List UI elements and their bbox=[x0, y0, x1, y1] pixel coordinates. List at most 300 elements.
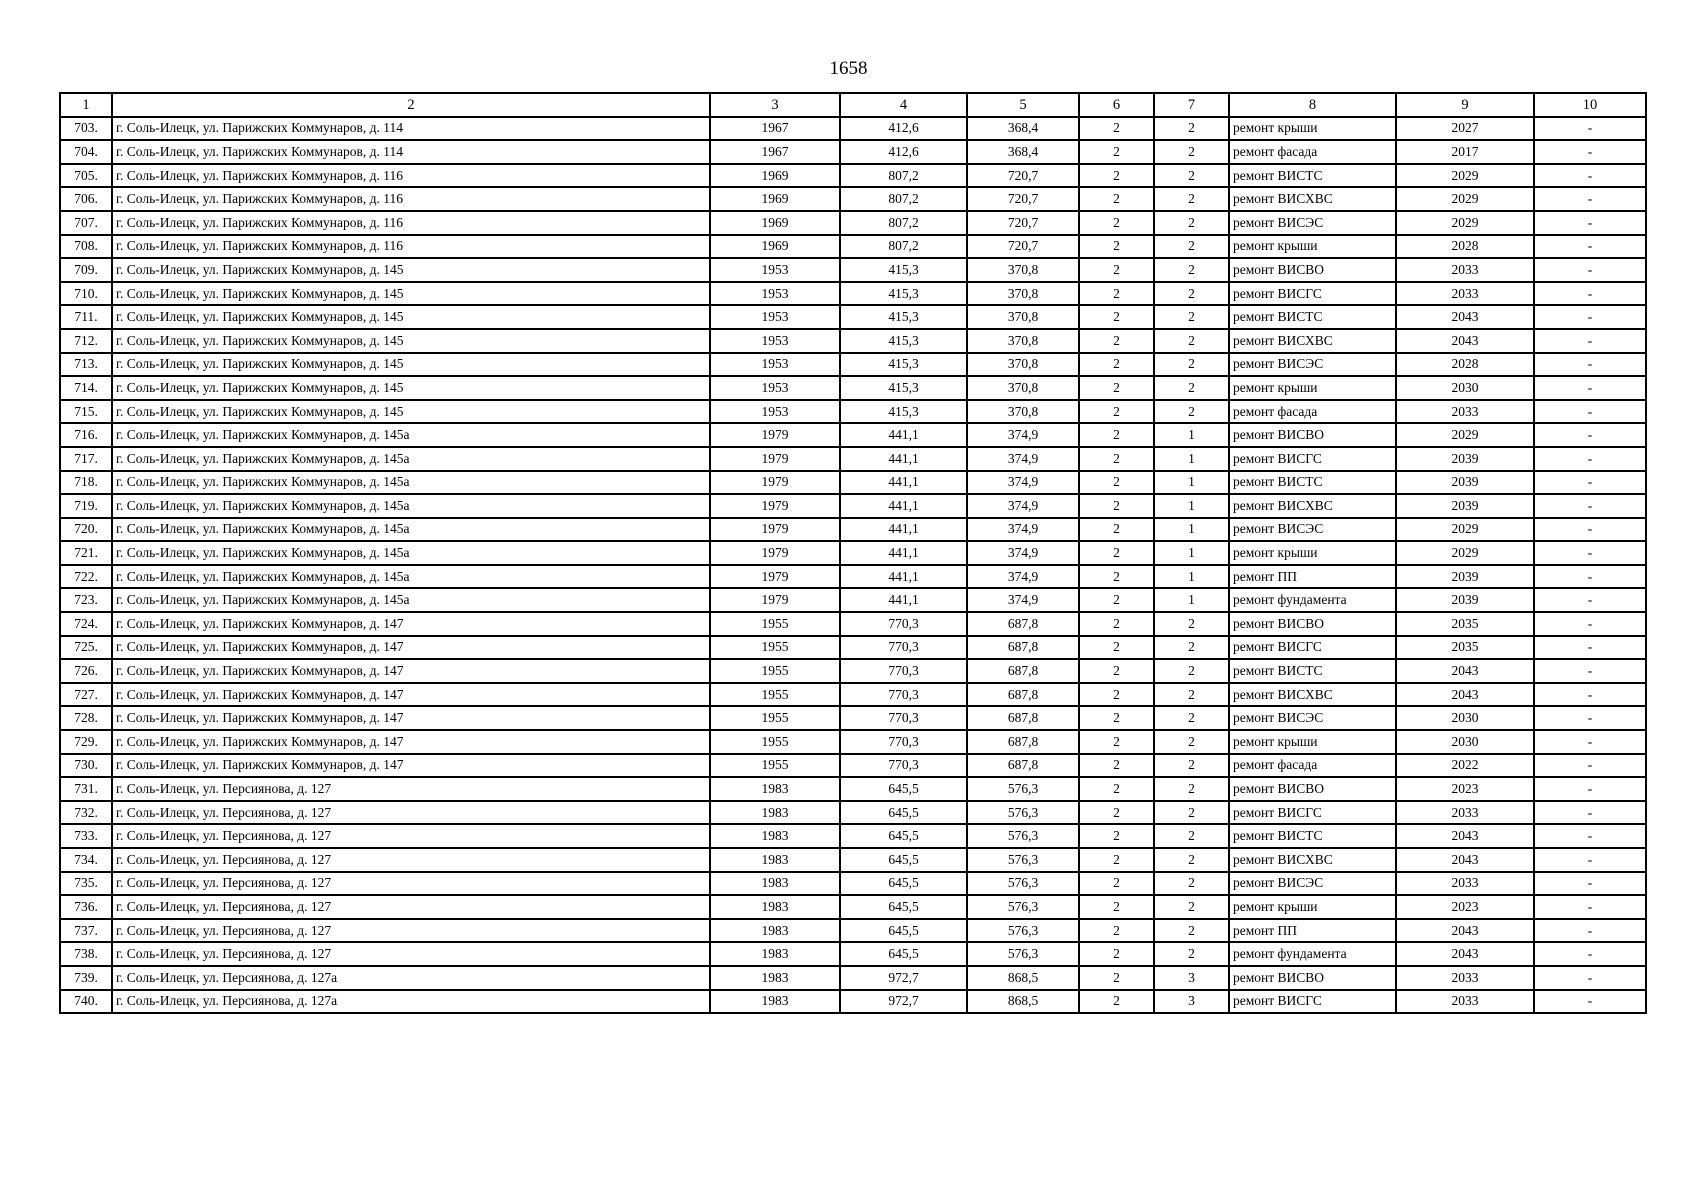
row-number-cell: 716. bbox=[60, 423, 112, 447]
year-cell: 1969 bbox=[710, 164, 840, 188]
row-number-cell: 734. bbox=[60, 848, 112, 872]
note-cell: - bbox=[1534, 282, 1646, 306]
table-row bbox=[60, 754, 1646, 778]
entrances-cell: 2 bbox=[1154, 895, 1229, 919]
note-cell: - bbox=[1534, 895, 1646, 919]
planned-year-cell: 2030 bbox=[1396, 706, 1534, 730]
year-cell: 1955 bbox=[710, 612, 840, 636]
total-area-cell: 415,3 bbox=[840, 282, 967, 306]
total-area-cell: 415,3 bbox=[840, 305, 967, 329]
total-area-cell: 770,3 bbox=[840, 754, 967, 778]
living-area-cell: 374,9 bbox=[967, 423, 1079, 447]
floors-cell: 2 bbox=[1079, 305, 1154, 329]
address-cell: г. Соль-Илецк, ул. Парижских Коммунаров, д. 114 bbox=[112, 140, 710, 164]
year-cell: 1955 bbox=[710, 730, 840, 754]
row-number-cell: 731. bbox=[60, 777, 112, 801]
address-cell: г. Соль-Илецк, ул. Парижских Коммунаров, д. 145а bbox=[112, 494, 710, 518]
row-number-cell: 718. bbox=[60, 471, 112, 495]
entrances-cell: 2 bbox=[1154, 187, 1229, 211]
work-type-cell: ремонт ВИСЭС bbox=[1229, 518, 1396, 542]
column-header: 10 bbox=[1534, 93, 1646, 117]
floors-cell: 2 bbox=[1079, 942, 1154, 966]
total-area-cell: 645,5 bbox=[840, 777, 967, 801]
table-row bbox=[60, 801, 1646, 825]
floors-cell: 2 bbox=[1079, 376, 1154, 400]
table-row bbox=[60, 990, 1646, 1014]
year-cell: 1953 bbox=[710, 329, 840, 353]
floors-cell: 2 bbox=[1079, 164, 1154, 188]
floors-cell: 2 bbox=[1079, 211, 1154, 235]
note-cell: - bbox=[1534, 353, 1646, 377]
living-area-cell: 370,8 bbox=[967, 282, 1079, 306]
floors-cell: 2 bbox=[1079, 235, 1154, 259]
year-cell: 1955 bbox=[710, 754, 840, 778]
entrances-cell: 1 bbox=[1154, 518, 1229, 542]
entrances-cell: 1 bbox=[1154, 471, 1229, 495]
living-area-cell: 720,7 bbox=[967, 164, 1079, 188]
row-number-cell: 733. bbox=[60, 824, 112, 848]
row-number-cell: 727. bbox=[60, 683, 112, 707]
work-type-cell: ремонт фундамента bbox=[1229, 588, 1396, 612]
total-area-cell: 770,3 bbox=[840, 636, 967, 660]
floors-cell: 2 bbox=[1079, 612, 1154, 636]
year-cell: 1953 bbox=[710, 376, 840, 400]
row-number-cell: 729. bbox=[60, 730, 112, 754]
total-area-cell: 645,5 bbox=[840, 919, 967, 943]
note-cell: - bbox=[1534, 140, 1646, 164]
address-cell: г. Соль-Илецк, ул. Парижских Коммунаров, д. 145 bbox=[112, 305, 710, 329]
living-area-cell: 370,8 bbox=[967, 353, 1079, 377]
planned-year-cell: 2033 bbox=[1396, 258, 1534, 282]
table-row bbox=[60, 353, 1646, 377]
address-cell: г. Соль-Илецк, ул. Парижских Коммунаров, д. 147 bbox=[112, 612, 710, 636]
planned-year-cell: 2027 bbox=[1396, 117, 1534, 141]
entrances-cell: 2 bbox=[1154, 730, 1229, 754]
year-cell: 1983 bbox=[710, 824, 840, 848]
year-cell: 1955 bbox=[710, 659, 840, 683]
row-number-cell: 714. bbox=[60, 376, 112, 400]
row-number-cell: 712. bbox=[60, 329, 112, 353]
floors-cell: 2 bbox=[1079, 588, 1154, 612]
planned-year-cell: 2029 bbox=[1396, 164, 1534, 188]
work-type-cell: ремонт ВИСЭС bbox=[1229, 872, 1396, 896]
year-cell: 1955 bbox=[710, 636, 840, 660]
floors-cell: 2 bbox=[1079, 140, 1154, 164]
address-cell: г. Соль-Илецк, ул. Парижских Коммунаров, д. 147 bbox=[112, 636, 710, 660]
year-cell: 1953 bbox=[710, 258, 840, 282]
address-cell: г. Соль-Илецк, ул. Парижских Коммунаров, д. 145 bbox=[112, 282, 710, 306]
floors-cell: 2 bbox=[1079, 730, 1154, 754]
total-area-cell: 645,5 bbox=[840, 801, 967, 825]
floors-cell: 2 bbox=[1079, 541, 1154, 565]
planned-year-cell: 2035 bbox=[1396, 636, 1534, 660]
living-area-cell: 576,3 bbox=[967, 777, 1079, 801]
entrances-cell: 2 bbox=[1154, 919, 1229, 943]
floors-cell: 2 bbox=[1079, 754, 1154, 778]
row-number-cell: 737. bbox=[60, 919, 112, 943]
total-area-cell: 807,2 bbox=[840, 211, 967, 235]
table-row bbox=[60, 117, 1646, 141]
planned-year-cell: 2023 bbox=[1396, 895, 1534, 919]
planned-year-cell: 2029 bbox=[1396, 541, 1534, 565]
note-cell: - bbox=[1534, 565, 1646, 589]
note-cell: - bbox=[1534, 730, 1646, 754]
year-cell: 1955 bbox=[710, 683, 840, 707]
table-row bbox=[60, 400, 1646, 424]
year-cell: 1979 bbox=[710, 423, 840, 447]
table-row bbox=[60, 706, 1646, 730]
row-number-cell: 721. bbox=[60, 541, 112, 565]
living-area-cell: 720,7 bbox=[967, 187, 1079, 211]
year-cell: 1979 bbox=[710, 541, 840, 565]
floors-cell: 2 bbox=[1079, 494, 1154, 518]
total-area-cell: 441,1 bbox=[840, 541, 967, 565]
work-type-cell: ремонт ВИСХВС bbox=[1229, 329, 1396, 353]
address-cell: г. Соль-Илецк, ул. Парижских Коммунаров, д. 145 bbox=[112, 376, 710, 400]
living-area-cell: 370,8 bbox=[967, 305, 1079, 329]
table-row bbox=[60, 612, 1646, 636]
work-type-cell: ремонт ВИСТС bbox=[1229, 305, 1396, 329]
floors-cell: 2 bbox=[1079, 565, 1154, 589]
planned-year-cell: 2033 bbox=[1396, 872, 1534, 896]
total-area-cell: 645,5 bbox=[840, 895, 967, 919]
total-area-cell: 770,3 bbox=[840, 683, 967, 707]
address-cell: г. Соль-Илецк, ул. Парижских Коммунаров, д. 147 bbox=[112, 659, 710, 683]
work-type-cell: ремонт ВИСЭС bbox=[1229, 211, 1396, 235]
living-area-cell: 374,9 bbox=[967, 565, 1079, 589]
living-area-cell: 687,8 bbox=[967, 612, 1079, 636]
living-area-cell: 576,3 bbox=[967, 801, 1079, 825]
note-cell: - bbox=[1534, 187, 1646, 211]
planned-year-cell: 2029 bbox=[1396, 187, 1534, 211]
table-row bbox=[60, 187, 1646, 211]
year-cell: 1969 bbox=[710, 211, 840, 235]
note-cell: - bbox=[1534, 754, 1646, 778]
total-area-cell: 412,6 bbox=[840, 140, 967, 164]
floors-cell: 2 bbox=[1079, 706, 1154, 730]
living-area-cell: 576,3 bbox=[967, 942, 1079, 966]
address-cell: г. Соль-Илецк, ул. Парижских Коммунаров, д. 116 bbox=[112, 211, 710, 235]
row-number-cell: 726. bbox=[60, 659, 112, 683]
row-number-cell: 736. bbox=[60, 895, 112, 919]
work-type-cell: ремонт фасада bbox=[1229, 754, 1396, 778]
planned-year-cell: 2033 bbox=[1396, 282, 1534, 306]
column-header: 1 bbox=[60, 93, 112, 117]
planned-year-cell: 2039 bbox=[1396, 494, 1534, 518]
work-type-cell: ремонт фасада bbox=[1229, 140, 1396, 164]
total-area-cell: 770,3 bbox=[840, 706, 967, 730]
note-cell: - bbox=[1534, 919, 1646, 943]
floors-cell: 2 bbox=[1079, 400, 1154, 424]
address-cell: г. Соль-Илецк, ул. Парижских Коммунаров, д. 147 bbox=[112, 730, 710, 754]
table-row bbox=[60, 683, 1646, 707]
total-area-cell: 807,2 bbox=[840, 164, 967, 188]
note-cell: - bbox=[1534, 636, 1646, 660]
planned-year-cell: 2043 bbox=[1396, 848, 1534, 872]
floors-cell: 2 bbox=[1079, 117, 1154, 141]
column-header: 8 bbox=[1229, 93, 1396, 117]
address-cell: г. Соль-Илецк, ул. Персиянова, д. 127а bbox=[112, 990, 710, 1014]
planned-year-cell: 2043 bbox=[1396, 683, 1534, 707]
table-row bbox=[60, 565, 1646, 589]
year-cell: 1983 bbox=[710, 966, 840, 990]
address-cell: г. Соль-Илецк, ул. Персиянова, д. 127 bbox=[112, 848, 710, 872]
address-cell: г. Соль-Илецк, ул. Парижских Коммунаров, д. 116 bbox=[112, 187, 710, 211]
note-cell: - bbox=[1534, 801, 1646, 825]
floors-cell: 2 bbox=[1079, 990, 1154, 1014]
address-cell: г. Соль-Илецк, ул. Парижских Коммунаров, д. 145 bbox=[112, 258, 710, 282]
note-cell: - bbox=[1534, 235, 1646, 259]
entrances-cell: 2 bbox=[1154, 754, 1229, 778]
address-cell: г. Соль-Илецк, ул. Парижских Коммунаров, д. 145 bbox=[112, 329, 710, 353]
year-cell: 1983 bbox=[710, 872, 840, 896]
total-area-cell: 441,1 bbox=[840, 423, 967, 447]
table-row bbox=[60, 872, 1646, 896]
address-cell: г. Соль-Илецк, ул. Персиянова, д. 127 bbox=[112, 801, 710, 825]
living-area-cell: 374,9 bbox=[967, 541, 1079, 565]
living-area-cell: 370,8 bbox=[967, 400, 1079, 424]
work-type-cell: ремонт ВИСХВС bbox=[1229, 494, 1396, 518]
planned-year-cell: 2033 bbox=[1396, 966, 1534, 990]
entrances-cell: 2 bbox=[1154, 376, 1229, 400]
total-area-cell: 441,1 bbox=[840, 518, 967, 542]
living-area-cell: 576,3 bbox=[967, 824, 1079, 848]
entrances-cell: 2 bbox=[1154, 659, 1229, 683]
address-cell: г. Соль-Илецк, ул. Парижских Коммунаров, д. 147 bbox=[112, 683, 710, 707]
living-area-cell: 374,9 bbox=[967, 447, 1079, 471]
table-row bbox=[60, 305, 1646, 329]
year-cell: 1979 bbox=[710, 518, 840, 542]
table-row bbox=[60, 848, 1646, 872]
floors-cell: 2 bbox=[1079, 447, 1154, 471]
row-number-cell: 704. bbox=[60, 140, 112, 164]
note-cell: - bbox=[1534, 329, 1646, 353]
floors-cell: 2 bbox=[1079, 919, 1154, 943]
planned-year-cell: 2017 bbox=[1396, 140, 1534, 164]
row-number-cell: 707. bbox=[60, 211, 112, 235]
entrances-cell: 2 bbox=[1154, 282, 1229, 306]
floors-cell: 2 bbox=[1079, 777, 1154, 801]
row-number-cell: 711. bbox=[60, 305, 112, 329]
table-row bbox=[60, 636, 1646, 660]
note-cell: - bbox=[1534, 706, 1646, 730]
planned-year-cell: 2030 bbox=[1396, 376, 1534, 400]
note-cell: - bbox=[1534, 588, 1646, 612]
work-type-cell: ремонт ВИСГС bbox=[1229, 447, 1396, 471]
table-row bbox=[60, 258, 1646, 282]
floors-cell: 2 bbox=[1079, 848, 1154, 872]
total-area-cell: 807,2 bbox=[840, 187, 967, 211]
row-number-cell: 706. bbox=[60, 187, 112, 211]
work-type-cell: ремонт ВИСВО bbox=[1229, 966, 1396, 990]
year-cell: 1979 bbox=[710, 588, 840, 612]
table-body bbox=[60, 117, 1646, 1014]
note-cell: - bbox=[1534, 659, 1646, 683]
floors-cell: 2 bbox=[1079, 423, 1154, 447]
year-cell: 1979 bbox=[710, 471, 840, 495]
living-area-cell: 576,3 bbox=[967, 848, 1079, 872]
living-area-cell: 370,8 bbox=[967, 329, 1079, 353]
table-row bbox=[60, 140, 1646, 164]
living-area-cell: 370,8 bbox=[967, 258, 1079, 282]
floors-cell: 2 bbox=[1079, 187, 1154, 211]
total-area-cell: 770,3 bbox=[840, 612, 967, 636]
entrances-cell: 2 bbox=[1154, 612, 1229, 636]
table-row bbox=[60, 164, 1646, 188]
table-row bbox=[60, 895, 1646, 919]
total-area-cell: 770,3 bbox=[840, 730, 967, 754]
row-number-cell: 722. bbox=[60, 565, 112, 589]
table-row bbox=[60, 447, 1646, 471]
entrances-cell: 2 bbox=[1154, 140, 1229, 164]
column-header: 6 bbox=[1079, 93, 1154, 117]
work-type-cell: ремонт крыши bbox=[1229, 895, 1396, 919]
note-cell: - bbox=[1534, 305, 1646, 329]
row-number-cell: 724. bbox=[60, 612, 112, 636]
living-area-cell: 374,9 bbox=[967, 471, 1079, 495]
total-area-cell: 415,3 bbox=[840, 353, 967, 377]
work-type-cell: ремонт ПП bbox=[1229, 919, 1396, 943]
note-cell: - bbox=[1534, 848, 1646, 872]
address-cell: г. Соль-Илецк, ул. Персиянова, д. 127 bbox=[112, 942, 710, 966]
work-type-cell: ремонт ВИСХВС bbox=[1229, 848, 1396, 872]
entrances-cell: 1 bbox=[1154, 494, 1229, 518]
year-cell: 1953 bbox=[710, 282, 840, 306]
row-number-cell: 703. bbox=[60, 117, 112, 141]
address-cell: г. Соль-Илецк, ул. Парижских Коммунаров, д. 147 bbox=[112, 706, 710, 730]
address-cell: г. Соль-Илецк, ул. Парижских Коммунаров, д. 147 bbox=[112, 754, 710, 778]
entrances-cell: 2 bbox=[1154, 164, 1229, 188]
note-cell: - bbox=[1534, 966, 1646, 990]
total-area-cell: 645,5 bbox=[840, 872, 967, 896]
work-type-cell: ремонт крыши bbox=[1229, 376, 1396, 400]
living-area-cell: 687,8 bbox=[967, 683, 1079, 707]
total-area-cell: 645,5 bbox=[840, 942, 967, 966]
address-cell: г. Соль-Илецк, ул. Парижских Коммунаров, д. 145а bbox=[112, 588, 710, 612]
address-cell: г. Соль-Илецк, ул. Парижских Коммунаров, д. 116 bbox=[112, 164, 710, 188]
address-cell: г. Соль-Илецк, ул. Парижских Коммунаров, д. 114 bbox=[112, 117, 710, 141]
table-row bbox=[60, 282, 1646, 306]
total-area-cell: 645,5 bbox=[840, 848, 967, 872]
entrances-cell: 1 bbox=[1154, 447, 1229, 471]
year-cell: 1953 bbox=[710, 353, 840, 377]
table-row bbox=[60, 966, 1646, 990]
table-row bbox=[60, 777, 1646, 801]
work-type-cell: ремонт крыши bbox=[1229, 117, 1396, 141]
row-number-cell: 739. bbox=[60, 966, 112, 990]
table-row bbox=[60, 329, 1646, 353]
entrances-cell: 2 bbox=[1154, 777, 1229, 801]
row-number-cell: 715. bbox=[60, 400, 112, 424]
entrances-cell: 2 bbox=[1154, 258, 1229, 282]
table-row bbox=[60, 211, 1646, 235]
address-cell: г. Соль-Илецк, ул. Персиянова, д. 127 bbox=[112, 824, 710, 848]
note-cell: - bbox=[1534, 494, 1646, 518]
planned-year-cell: 2043 bbox=[1396, 942, 1534, 966]
planned-year-cell: 2039 bbox=[1396, 447, 1534, 471]
work-type-cell: ремонт крыши bbox=[1229, 730, 1396, 754]
table-row bbox=[60, 235, 1646, 259]
entrances-cell: 2 bbox=[1154, 942, 1229, 966]
address-cell: г. Соль-Илецк, ул. Парижских Коммунаров, д. 145а bbox=[112, 471, 710, 495]
year-cell: 1983 bbox=[710, 801, 840, 825]
planned-year-cell: 2033 bbox=[1396, 990, 1534, 1014]
year-cell: 1983 bbox=[710, 895, 840, 919]
note-cell: - bbox=[1534, 447, 1646, 471]
living-area-cell: 374,9 bbox=[967, 518, 1079, 542]
work-type-cell: ремонт крыши bbox=[1229, 541, 1396, 565]
note-cell: - bbox=[1534, 518, 1646, 542]
table-row bbox=[60, 588, 1646, 612]
planned-year-cell: 2030 bbox=[1396, 730, 1534, 754]
table-row bbox=[60, 423, 1646, 447]
total-area-cell: 441,1 bbox=[840, 471, 967, 495]
planned-year-cell: 2023 bbox=[1396, 777, 1534, 801]
total-area-cell: 441,1 bbox=[840, 494, 967, 518]
work-type-cell: ремонт ВИСТС bbox=[1229, 824, 1396, 848]
table-row bbox=[60, 730, 1646, 754]
column-header: 7 bbox=[1154, 93, 1229, 117]
work-type-cell: ремонт фундамента bbox=[1229, 942, 1396, 966]
address-cell: г. Соль-Илецк, ул. Парижских Коммунаров, д. 116 bbox=[112, 235, 710, 259]
entrances-cell: 1 bbox=[1154, 565, 1229, 589]
living-area-cell: 868,5 bbox=[967, 990, 1079, 1014]
planned-year-cell: 2043 bbox=[1396, 305, 1534, 329]
total-area-cell: 441,1 bbox=[840, 447, 967, 471]
planned-year-cell: 2035 bbox=[1396, 612, 1534, 636]
work-type-cell: ремонт ВИСВО bbox=[1229, 612, 1396, 636]
total-area-cell: 807,2 bbox=[840, 235, 967, 259]
table-row bbox=[60, 376, 1646, 400]
work-type-cell: ремонт ВИСТС bbox=[1229, 164, 1396, 188]
planned-year-cell: 2039 bbox=[1396, 565, 1534, 589]
total-area-cell: 770,3 bbox=[840, 659, 967, 683]
table-row bbox=[60, 919, 1646, 943]
work-type-cell: ремонт ВИСТС bbox=[1229, 471, 1396, 495]
floors-cell: 2 bbox=[1079, 518, 1154, 542]
row-number-cell: 710. bbox=[60, 282, 112, 306]
row-number-cell: 735. bbox=[60, 872, 112, 896]
entrances-cell: 1 bbox=[1154, 588, 1229, 612]
living-area-cell: 687,8 bbox=[967, 754, 1079, 778]
row-number-cell: 708. bbox=[60, 235, 112, 259]
year-cell: 1979 bbox=[710, 565, 840, 589]
living-area-cell: 868,5 bbox=[967, 966, 1079, 990]
note-cell: - bbox=[1534, 683, 1646, 707]
total-area-cell: 441,1 bbox=[840, 588, 967, 612]
planned-year-cell: 2033 bbox=[1396, 400, 1534, 424]
column-header: 2 bbox=[112, 93, 710, 117]
table-row bbox=[60, 942, 1646, 966]
entrances-cell: 2 bbox=[1154, 305, 1229, 329]
row-number-cell: 713. bbox=[60, 353, 112, 377]
work-type-cell: ремонт ВИСХВС bbox=[1229, 683, 1396, 707]
row-number-cell: 728. bbox=[60, 706, 112, 730]
note-cell: - bbox=[1534, 423, 1646, 447]
floors-cell: 2 bbox=[1079, 801, 1154, 825]
living-area-cell: 576,3 bbox=[967, 872, 1079, 896]
total-area-cell: 412,6 bbox=[840, 117, 967, 141]
address-cell: г. Соль-Илецк, ул. Персиянова, д. 127 bbox=[112, 777, 710, 801]
living-area-cell: 368,4 bbox=[967, 117, 1079, 141]
entrances-cell: 2 bbox=[1154, 400, 1229, 424]
note-cell: - bbox=[1534, 117, 1646, 141]
column-header: 3 bbox=[710, 93, 840, 117]
planned-year-cell: 2028 bbox=[1396, 235, 1534, 259]
entrances-cell: 1 bbox=[1154, 541, 1229, 565]
planned-year-cell: 2029 bbox=[1396, 423, 1534, 447]
repair-schedule-table bbox=[59, 92, 1647, 1014]
